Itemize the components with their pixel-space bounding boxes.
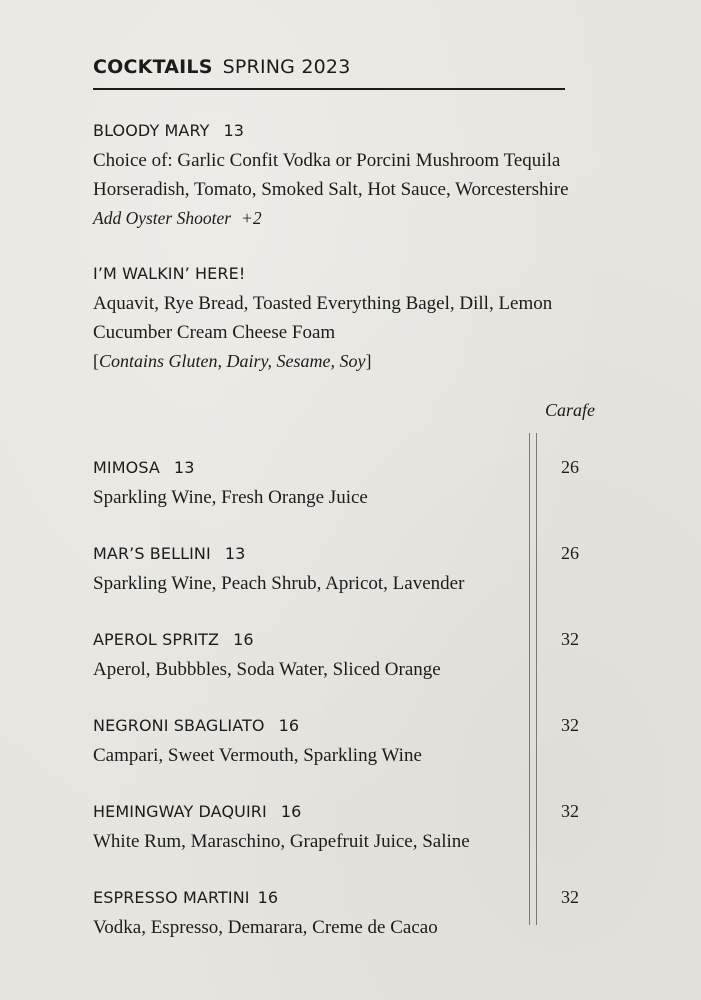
item-description: Sparkling Wine, Peach Shrub, Apricot, Lavender xyxy=(93,573,465,594)
item-name: HEMINGWAY DAQUIRI xyxy=(93,802,267,821)
item-name: I’M WALKIN’ HERE! xyxy=(93,264,246,283)
item-description: White Rum, Maraschino, Grapefruit Juice, Saline xyxy=(93,831,470,852)
item-price: 16 xyxy=(280,802,302,821)
menu-item-im-walkin-here xyxy=(93,263,552,376)
menu-season: SPRING 2023 xyxy=(222,56,351,78)
item-price: 16 xyxy=(233,630,254,649)
item-name: MIMOSA xyxy=(93,458,160,477)
menu-item-mimosa xyxy=(93,457,368,512)
carafe-price: 26 xyxy=(561,457,579,477)
item-name: APEROL SPRITZ xyxy=(93,630,220,649)
menu-item-negroni-sbagliato xyxy=(93,715,422,770)
column-divider xyxy=(529,433,530,925)
carafe-price: 32 xyxy=(561,887,579,907)
carafe-price: 32 xyxy=(561,715,579,735)
item-description: Choice of: Garlic Confit Vodka or Porcini Mushroom Tequila xyxy=(93,150,561,171)
carafe-column-header: Carafe xyxy=(545,400,596,420)
item-description: Cucumber Cream Cheese Foam xyxy=(93,322,336,343)
menu-item-hemingway-daquiri xyxy=(93,801,470,856)
menu-title: COCKTAILS xyxy=(93,56,213,78)
allergens-text: Contains Gluten, Dairy, Sesame, Soy xyxy=(99,351,366,371)
item-name: MAR’S BELLINI xyxy=(93,544,211,563)
carafe-price: 32 xyxy=(561,629,579,649)
item-price: 13 xyxy=(223,121,245,140)
menu-item-mars-bellini xyxy=(93,543,464,598)
item-description: Aperol, Bubbbles, Soda Water, Sliced Orange xyxy=(93,659,441,680)
column-divider xyxy=(536,433,537,925)
item-name: NEGRONI SBAGLIATO xyxy=(93,716,265,735)
allergens-close-bracket: ] xyxy=(365,351,372,371)
item-price: 13 xyxy=(224,544,246,563)
item-price: 16 xyxy=(278,716,300,735)
addon-label: Add Oyster Shooter xyxy=(93,208,232,228)
item-name: ESPRESSO MARTINI xyxy=(93,888,250,907)
item-description: Aquavit, Rye Bread, Toasted Everything Bagel, Dill, Lemon xyxy=(93,293,553,314)
item-price: 16 xyxy=(257,888,279,907)
item-description: Vodka, Espresso, Demarara, Creme de Cacao xyxy=(93,917,438,938)
item-description: Sparkling Wine, Fresh Orange Juice xyxy=(93,487,368,508)
item-description: Horseradish, Tomato, Smoked Salt, Hot Sauce, Worcestershire xyxy=(93,179,569,200)
menu-item-aperol-spritz xyxy=(93,629,441,684)
menu-item-bloody-mary xyxy=(93,120,569,233)
item-name: BLOODY MARY xyxy=(93,121,210,140)
allergens-open-bracket: [ xyxy=(93,351,99,371)
item-addon xyxy=(93,204,569,233)
carafe-price: 26 xyxy=(561,543,579,563)
item-price: 13 xyxy=(173,458,195,477)
carafe-price: 32 xyxy=(561,801,579,821)
menu-header xyxy=(93,56,565,90)
item-description: Campari, Sweet Vermouth, Sparkling Wine xyxy=(93,745,422,766)
item-allergens xyxy=(93,347,552,376)
addon-price: +2 xyxy=(241,208,262,228)
menu-item-espresso-martini xyxy=(93,887,438,942)
